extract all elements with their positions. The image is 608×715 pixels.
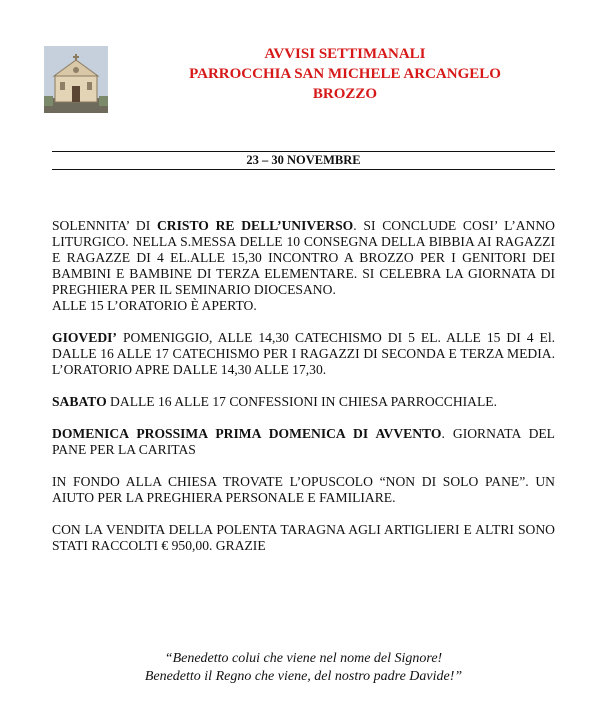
notice-text: SOLENNITA’ DI: [52, 218, 157, 233]
notice-text: . GIORNATA DEL PANE PER LA CARITAS: [52, 426, 555, 457]
church-photo: [44, 46, 108, 113]
header-title: AVVISI SETTIMANALI: [264, 46, 426, 62]
notice-paragraph: [52, 426, 555, 458]
notices: [52, 218, 555, 554]
notice-paragraph: [52, 394, 555, 410]
parish-name: PARROCCHIA SAN MICHELE ARCANGELO: [189, 66, 501, 82]
notice-highlight: CRISTO RE DELL’UNIVERSO: [156, 218, 354, 233]
notice-highlight: SABATO: [52, 394, 107, 409]
header: [130, 44, 560, 104]
notice-paragraph: [52, 218, 555, 298]
notice-paragraph: ALLE 15 L’ORATORIO È APERTO.: [52, 298, 257, 313]
notice-highlight: GIOVEDI’: [52, 330, 117, 345]
notice-highlight: DOMENICA PROSSIMA PRIMA DOMENICA DI AVVENTO: [52, 426, 442, 441]
notice-text: POMENIGGIO, ALLE 14,30 CATECHISMO DI 5 EL. ALLE 15 DI 4 El. DALLE 16 ALLE 17 CATECHISMO PER I RAGAZZI DI SECONDA E TERZA MEDIA. L’ORATORIO APRE DALLE 14,30 ALLE 17,30.: [52, 330, 555, 377]
quote-line: “Benedetto colui che viene nel nome del Signore!: [164, 651, 443, 666]
church-icon: [44, 46, 108, 113]
location-name: BROZZO: [312, 86, 378, 102]
date-range: 23 – 30 NOVEMBRE: [246, 153, 361, 167]
notice-paragraph: IN FONDO ALLA CHIESA TROVATE L’OPUSCOLO “NON DI SOLO PANE”. UN AIUTO PER LA PREGHIERA PERSONALE E FAMILIARE.: [52, 474, 555, 505]
notice-text: . SI CONCLUDE COSI’ L’ANNO LITURGICO. NELLA S.MESSA DELLE 10 CONSEGNA DELLA BIBBIA AI RAGAZZI E RAGAZZE DI 4 EL.ALLE 15,30 INCONTRO A BROZZO PER I GENITORI DEI BAMBINI E BAMBINE DI TERZA ELEMENTARE. SI CELEBRA LA GIORNATA DI PREGHIERA PER IL SEMINARIO DIOCESANO.: [52, 218, 555, 297]
bottom-rule: [52, 169, 555, 170]
notice-paragraph: [52, 330, 555, 378]
notice-text: DALLE 16 ALLE 17 CONFESSIONI IN CHIESA PARROCCHIALE.: [106, 394, 497, 409]
closing-quote: [52, 650, 555, 686]
notice-paragraph: CON LA VENDITA DELLA POLENTA TARAGNA AGLI ARTIGLIERI E ALTRI SONO STATI RACCOLTI € 950,00. GRAZIE: [52, 522, 555, 553]
quote-line: Benedetto il Regno che viene, del nostro padre Davide!”: [144, 669, 463, 684]
